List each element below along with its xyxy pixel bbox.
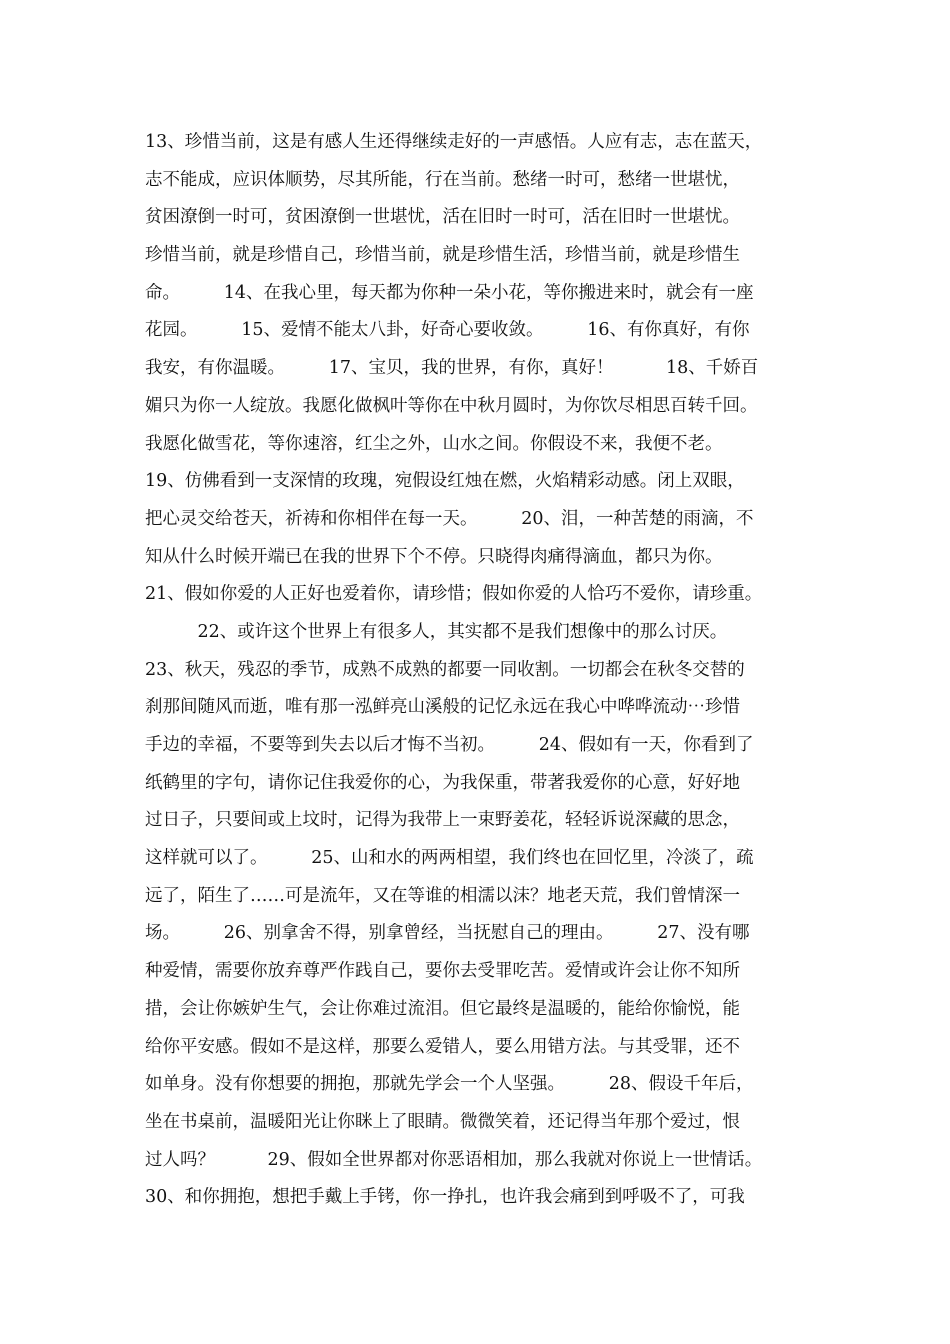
text-line: 手边的幸福，不要等到失去以后才悔不当初。 24、假如有一天，你看到了 (145, 735, 754, 755)
text-line: 19、仿佛看到一支深情的玫瑰，宛假设红烛在燃，火焰精彩动感。闭上双眼， (145, 471, 745, 492)
text-line: 22、或许这个世界上有很多人，其实都不是我们想像中的那么讨厌。 (145, 621, 728, 642)
text-line: 我安，有你温暖。 17、宝贝，我的世界，有你，真好！ 18、千娇百 (145, 358, 759, 379)
text-line: 21、假如你爱的人正好也爱着你，请珍惜；假如你爱的人恰巧不爱你，请珍重。 (145, 584, 763, 605)
text-line: 如单身。没有你想要的拥抱，那就先学会一个人坚强。 28、假设千年后， (145, 1074, 754, 1095)
text-line: 媚只为你一人绽放。我愿化做枫叶等你在中秋月圆时，为你饮尽相思百转千回。 (145, 395, 758, 416)
text-line: 过日子，只要间或上坟时，记得为我带上一束野姜花，轻轻诉说深藏的思念， (145, 810, 740, 831)
text-line: 给你平安感。假如不是这样，那要么爱错人，要么用错方法。与其受罪，还不 (145, 1036, 740, 1057)
text-line: 知从什么时候开端已在我的世界下个不停。只晓得肉痛得滴血，都只为你。 (145, 546, 723, 567)
text-line: 远了，陌生了……可是流年，又在等谁的相濡以沫？地老天荒，我们曾情深一 (145, 885, 740, 906)
text-line: 13、珍惜当前，这是有感人生还得继续走好的一声感悟。人应有志，志在蓝天， (145, 132, 763, 152)
text-line: 坐在书桌前，温暖阳光让你眯上了眼睛。微微笑着，还记得当年那个爱过，恨 (145, 1111, 740, 1132)
text-line: 种爱情，需要你放弃尊严作践自己，要你去受罪吃苦。爱情或许会让你不知所 (145, 961, 740, 982)
text-line: 过人吗？ 29、假如全世界都对你恶语相加，那么我就对你说上一世情话。 (145, 1149, 763, 1170)
text-line: 23、秋天，残忍的季节，成熟不成熟的都要一同收割。一切都会在秋冬交替的 (145, 659, 745, 680)
text-line: 把心灵交给苍天，祈祷和你相伴在每一天。 20、泪，一种苦楚的雨滴，不 (145, 508, 754, 529)
text-line: 我愿化做雪花，等你速溶，红尘之外，山水之间。你假设不来，我便不老。 (145, 433, 723, 454)
text-line: 命。 14、在我心里，每天都为你种一朵小花，等你搬进来时，就会有一座 (145, 282, 754, 303)
text-line: 场。 26、别拿舍不得，别拿曾经，当抚慰自己的理由。 27、没有哪 (145, 923, 750, 944)
text-line: 纸鹤里的字句，请你记住我爱你的心，为我保重，带著我爱你的心意，好好地 (145, 772, 740, 793)
text-line: 刹那间随风而逝，唯有那一泓鲜亮山溪般的记忆永远在我心中哗哗流动⋯珍惜 (145, 697, 740, 718)
text-line: 珍惜当前，就是珍惜自己，珍惜当前，就是珍惜生活，珍惜当前，就是珍惜生 (145, 245, 740, 266)
text-line: 花园。 15、爱情不能太八卦，好奇心要收敛。 16、有你真好，有你 (145, 320, 750, 341)
body-text (145, 124, 835, 1217)
text-line: 志不能成，应识体顺势，尽其所能，行在当前。愁绪一时可，愁绪一世堪忧， (145, 169, 740, 190)
text-line: 贫困潦倒一时可，贫困潦倒一世堪忧，活在旧时一时可，活在旧时一世堪忧。 (145, 207, 740, 228)
text-line: 这样就可以了。 25、山和水的两两相望，我们终也在回忆里，冷淡了，疏 (145, 848, 754, 869)
text-line: 措，会让你嫉妒生气，会让你难过流泪。但它最终是温暖的，能给你愉悦，能 (145, 998, 740, 1019)
text-line: 30、和你拥抱，想把手戴上手铐，你一挣扎，也许我会痛到到呼吸不了，可我 (145, 1187, 745, 1208)
